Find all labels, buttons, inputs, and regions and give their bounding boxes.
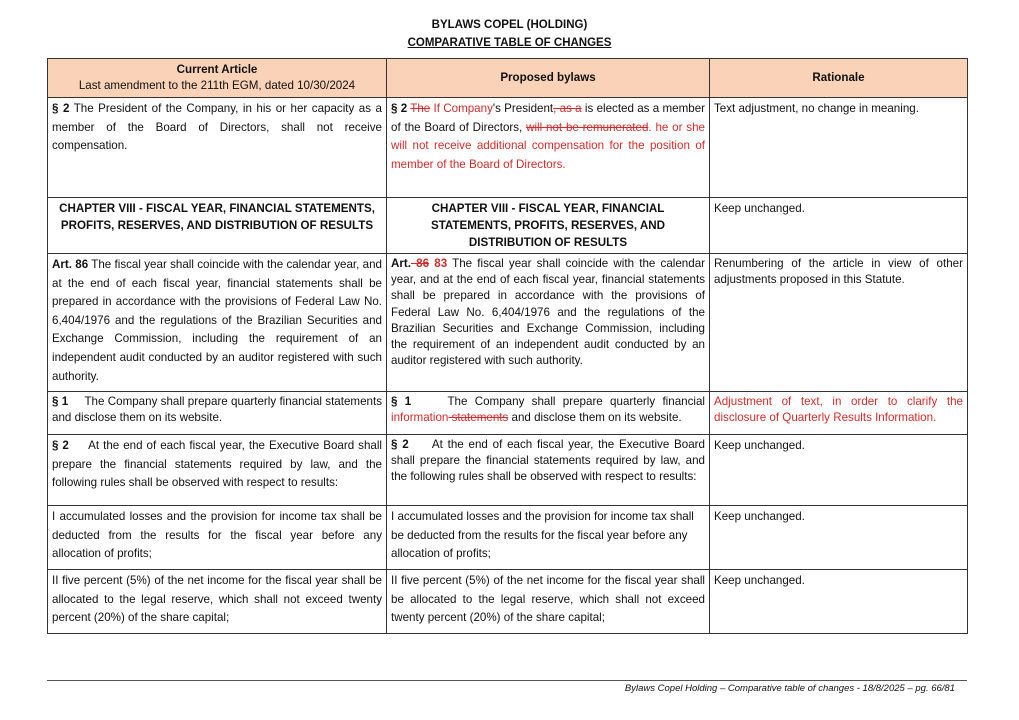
- table-row: [48, 198, 968, 254]
- rationale-cell: Adjustment of text, in order to clarify the disclosure of Quarterly Results Information.: [710, 392, 968, 435]
- comparative-table: [47, 58, 968, 634]
- header-current-article: [48, 59, 387, 98]
- page-footer: Bylaws Copel Holding – Comparative table of changes - 18/8/2025 – pg. 66/81: [624, 683, 955, 694]
- header-current-title: Current Article: [176, 63, 258, 76]
- rationale-cell: Keep unchanged.: [710, 506, 968, 570]
- table-row: [48, 392, 968, 435]
- table-row: [48, 254, 968, 392]
- header-proposed-bylaws: Proposed bylaws: [387, 59, 710, 98]
- table-row: [48, 98, 968, 198]
- proposed-cell: CHAPTER VIII - FISCAL YEAR, FINANCIAL STATEMENTS, PROFITS, RESERVES, AND DISTRIBUTION OF RESULTS: [387, 198, 710, 254]
- current-cell: CHAPTER VIII - FISCAL YEAR, FINANCIAL STATEMENTS, PROFITS, RESERVES, AND DISTRIBUTION OF RESULTS: [48, 198, 387, 254]
- table-row: [48, 506, 968, 570]
- current-cell: II five percent (5%) of the net income for the fiscal year shall be allocated to the legal reserve, which shall not exceed twenty percent (20%) of the share capital;: [48, 570, 387, 634]
- rationale-cell: Keep unchanged.: [710, 198, 968, 254]
- rationale-cell: Keep unchanged.: [710, 435, 968, 506]
- proposed-cell: Art. 86 83 The fiscal year shall coincide with the calendar year, and at the end of each fiscal year, financial statements shall be prepared in accordance with the provisions of Federal Law No. 6,404/1976 and the regulations of the Brazilian Securities and Exchange Commission, including the requirement of an independent audit conducted by an auditor registered with such authority.: [387, 254, 710, 392]
- document-subtitle: COMPARATIVE TABLE OF CHANGES: [407, 37, 612, 49]
- footer-divider: [47, 680, 967, 681]
- table-row: [48, 435, 968, 506]
- table-header-row: [48, 59, 968, 98]
- current-cell: Art. 86 The fiscal year shall coincide with the calendar year, and at the end of each fiscal year, financial statements shall be prepared in accordance with the provisions of Federal Law No. 6,404/1976 and the regulations of the Brazilian Securities and Exchange Commission, including the requirement of an independent audit conducted by an auditor registered with such authority.: [48, 254, 387, 392]
- current-cell: § 1 The Company shall prepare quarterly financial statements and disclose them on its website.: [48, 392, 387, 435]
- current-cell: § 2 The President of the Company, in his or her capacity as a member of the Board of Directors, shall not receive compensation.: [48, 98, 387, 198]
- proposed-cell: I accumulated losses and the provision for income tax shall be deducted from the results for the fiscal year before any allocation of profits;: [387, 506, 710, 570]
- proposed-cell: II five percent (5%) of the net income for the fiscal year shall be allocated to the legal reserve, which shall not exceed twenty percent (20%) of the share capital;: [387, 570, 710, 634]
- document-title: BYLAWS COPEL (HOLDING): [431, 19, 588, 31]
- rationale-cell: Keep unchanged.: [710, 570, 968, 634]
- current-cell: I accumulated losses and the provision for income tax shall be deducted from the results for the fiscal year before any allocation of profits;: [48, 506, 387, 570]
- table-row: [48, 570, 968, 634]
- proposed-cell: § 2 The If Company's President, as a is elected as a member of the Board of Directors, will not be remunerated. he or she will not receive additional compensation for the position of member of the Board of Directors.: [387, 98, 710, 198]
- rationale-cell: Renumbering of the article in view of other adjustments proposed in this Statute.: [710, 254, 968, 392]
- proposed-cell: § 2 At the end of each fiscal year, the Executive Board shall prepare the financial statements required by law, and the following rules shall be observed with respect to results:: [387, 435, 710, 506]
- proposed-cell: § 1 The Company shall prepare quarterly financial information statements and disclose them on its website.: [387, 392, 710, 435]
- header-current-subtitle: Last amendment to the 211th EGM, dated 10/30/2024: [78, 79, 356, 92]
- rationale-cell: Text adjustment, no change in meaning.: [710, 98, 968, 198]
- header-rationale: Rationale: [710, 59, 968, 98]
- current-cell: § 2 At the end of each fiscal year, the Executive Board shall prepare the financial statements required by law, and the following rules shall be observed with respect to results:: [48, 435, 387, 506]
